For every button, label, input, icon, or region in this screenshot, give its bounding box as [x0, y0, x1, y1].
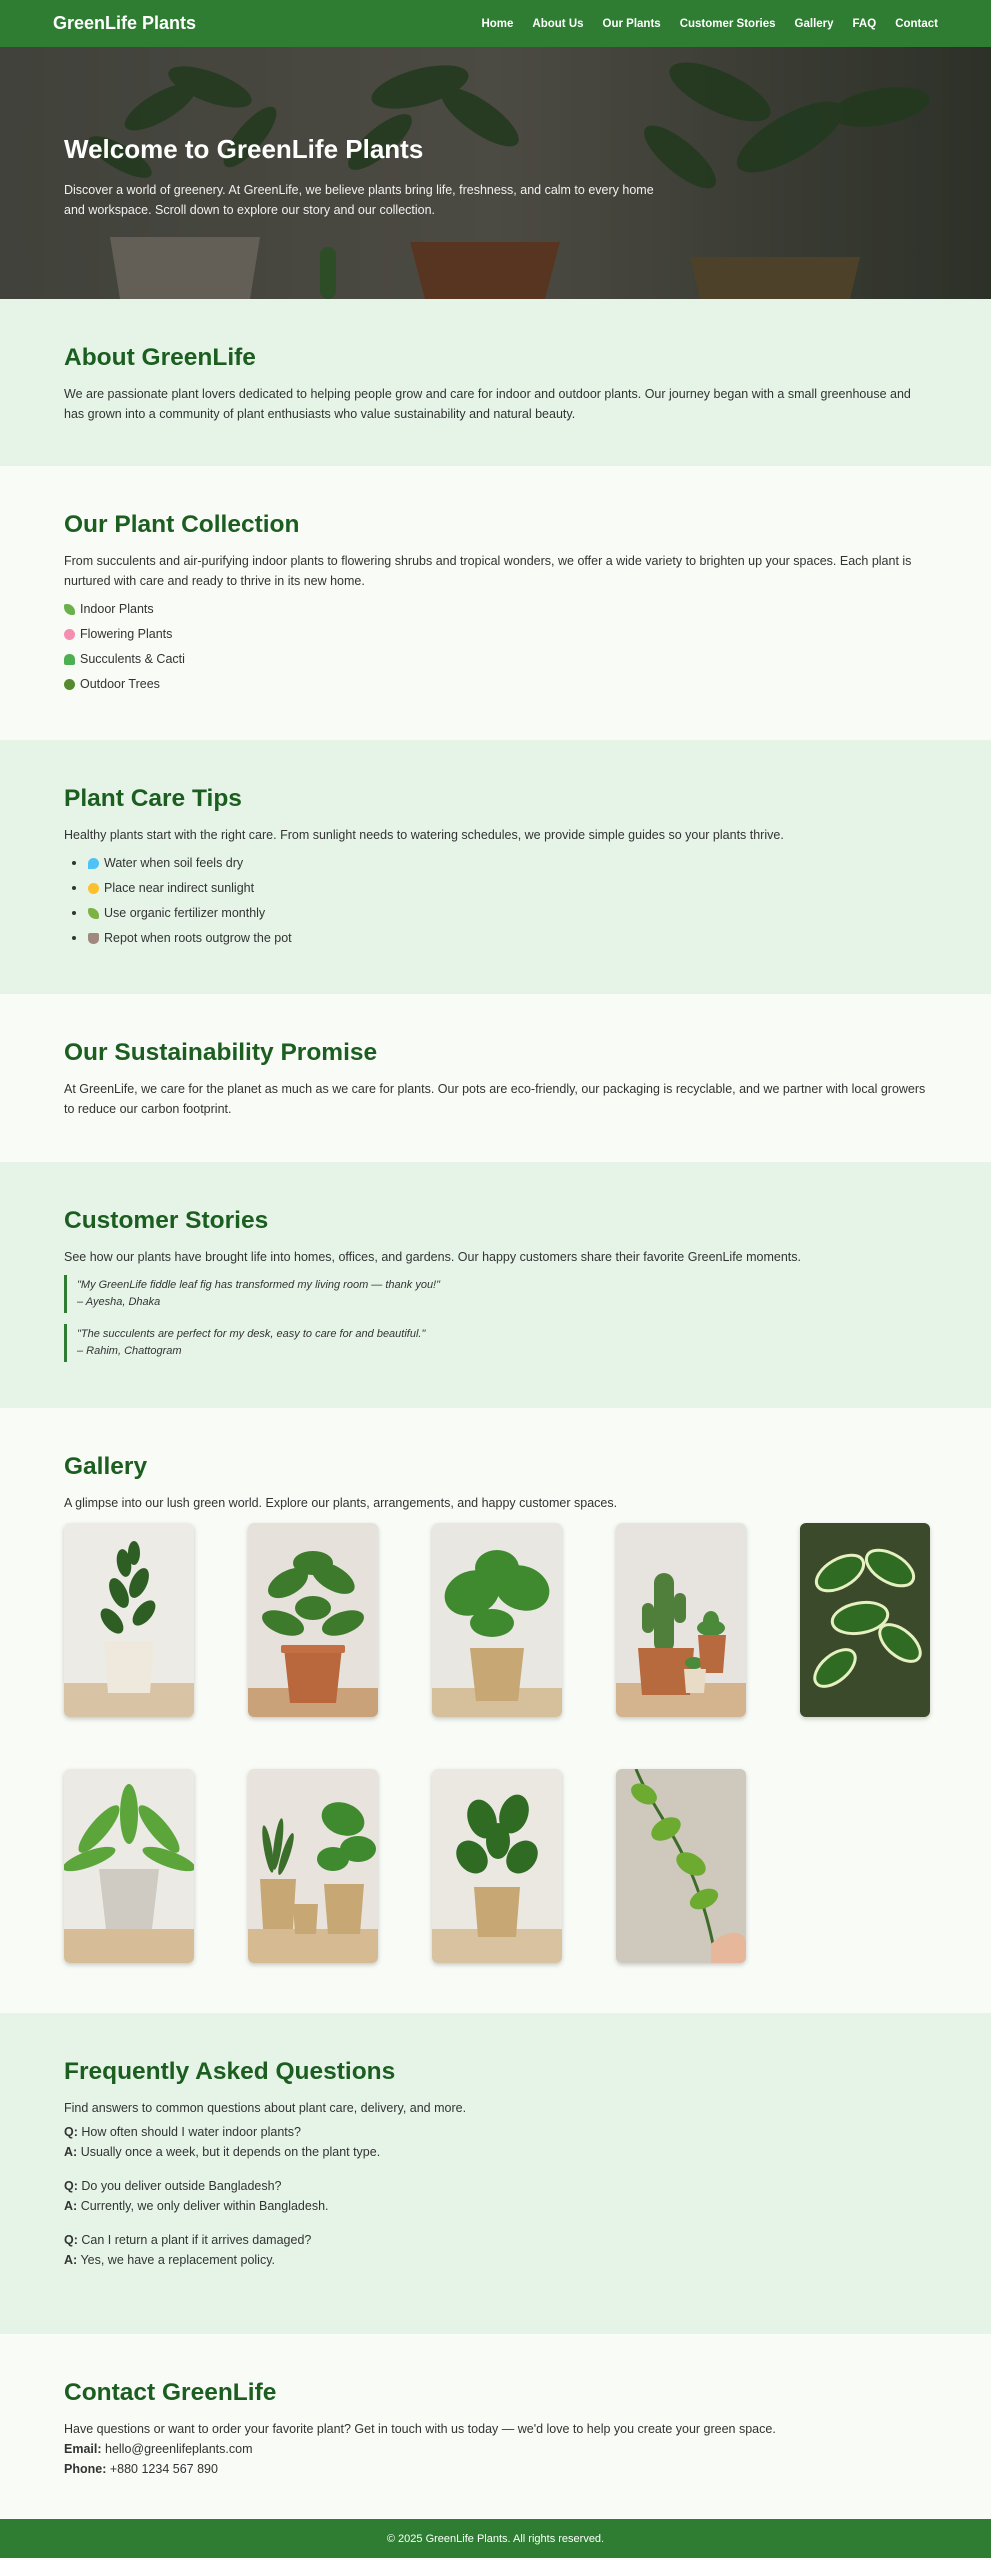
- flower-icon: [64, 629, 75, 640]
- collection-text: From succulents and air-purifying indoor plants to flowering shrubs and tropical wonders, we offer a wide variety to brighten up your spaces. Each plant is nurtured with care and ready to thrive in its new home.: [64, 554, 912, 588]
- faq-text: Find answers to common questions about plant care, delivery, and more.: [64, 2101, 467, 2115]
- list-item: Indoor Plants: [64, 602, 927, 616]
- nav-link-faq[interactable]: FAQ: [852, 17, 877, 30]
- brand-logo[interactable]: GreenLife Plants: [53, 13, 197, 33]
- list-item: Use organic fertilizer monthly: [88, 906, 927, 920]
- list-item: Repot when roots outgrow the pot: [88, 931, 927, 945]
- sustainability-title: Our Sustainability Promise: [64, 1039, 378, 1066]
- sun-icon: [88, 883, 99, 894]
- contact-phone-line: Phone: +880 1234 567 890: [64, 2462, 218, 2476]
- top-navbar: [0, 0, 991, 47]
- list-item: Place near indirect sunlight: [88, 881, 927, 895]
- gallery-grid: [64, 1523, 927, 1963]
- gallery-text: A glimpse into our lush green world. Explore our plants, arrangements, and happy customer spaces.: [64, 1496, 618, 1510]
- about-title: About GreenLife: [64, 344, 256, 371]
- hero-title: Welcome to GreenLife Plants: [64, 134, 424, 164]
- contact-phone[interactable]: +880 1234 567 890: [109, 2462, 218, 2476]
- collection-list: [64, 602, 927, 691]
- gallery-image[interactable]: [64, 1523, 194, 1717]
- list-item: Succulents & Cacti: [64, 652, 927, 666]
- contact-email[interactable]: hello@greenlifeplants.com: [105, 2442, 253, 2456]
- care-text: Healthy plants start with the right care. From sunlight needs to watering schedules, we provide simple guides so your plants thrive.: [64, 828, 784, 842]
- faq-question: How often should I water indoor plants?: [81, 2125, 301, 2139]
- water-drop-icon: [88, 858, 99, 869]
- gallery-section: [0, 1408, 991, 2013]
- contact-email-line: Email: hello@greenlifeplants.com: [64, 2442, 253, 2456]
- gallery-image[interactable]: [616, 1769, 746, 1963]
- hero-text: Discover a world of greenery. At GreenLife, we believe plants bring life, freshness, and calm to every home and workspace. Scroll down to explore our story and our collection.: [64, 183, 654, 217]
- footer-copyright: © 2025 GreenLife Plants. All rights reserved.: [386, 2532, 605, 2545]
- footer: [0, 2519, 991, 2558]
- gallery-title: Gallery: [64, 1453, 148, 1480]
- care-section: [0, 740, 991, 994]
- contact-text: Have questions or want to order your favorite plant? Get in touch with us today — we'd love to help you create your green space.: [64, 2422, 776, 2436]
- tree-icon: [64, 679, 75, 690]
- gallery-image[interactable]: [248, 1769, 378, 1963]
- faq-section: [0, 2013, 991, 2334]
- about-section: [0, 299, 991, 466]
- faq-title: Frequently Asked Questions: [64, 2058, 396, 2085]
- gallery-image[interactable]: [432, 1769, 562, 1963]
- list-item: Outdoor Trees: [64, 677, 927, 691]
- faq-item: Q: How often should I water indoor plants? A: Usually once a week, but it depends on the plant type.: [64, 2125, 381, 2159]
- sustainability-section: [0, 994, 991, 1162]
- testimonial: "My GreenLife fiddle leaf fig has transformed my living room — thank you!" – Ayesha, Dhaka: [64, 1275, 927, 1313]
- list-item: Flowering Plants: [64, 627, 927, 641]
- nav-link-about[interactable]: About Us: [532, 17, 584, 30]
- faq-answer: Usually once a week, but it depends on the plant type.: [80, 2145, 381, 2159]
- faq-item: Q: Do you deliver outside Bangladesh? A: Currently, we only deliver within Bangladesh.: [64, 2179, 329, 2213]
- faq-answer: Currently, we only deliver within Bangladesh.: [80, 2199, 329, 2213]
- leaf-icon: [64, 604, 75, 615]
- stories-title: Customer Stories: [64, 1207, 269, 1234]
- faq-answer: Yes, we have a replacement policy.: [80, 2253, 276, 2267]
- stories-section: [0, 1162, 991, 1408]
- nav-link-plants[interactable]: Our Plants: [602, 17, 661, 30]
- nav-links: [462, 18, 938, 30]
- contact-section: [0, 2334, 991, 2519]
- gallery-image[interactable]: [64, 1769, 194, 1963]
- gallery-image[interactable]: [248, 1523, 378, 1717]
- contact-title: Contact GreenLife: [64, 2379, 277, 2406]
- seedling-icon: [88, 908, 99, 919]
- faq-question: Do you deliver outside Bangladesh?: [81, 2179, 282, 2193]
- collection-title: Our Plant Collection: [64, 511, 300, 538]
- nav-link-stories[interactable]: Customer Stories: [679, 17, 776, 30]
- faq-item: Q: Can I return a plant if it arrives damaged? A: Yes, we have a replacement policy.: [64, 2233, 312, 2267]
- hero-banner: [0, 47, 991, 299]
- collection-section: [0, 466, 991, 740]
- care-tips-list: [64, 856, 927, 945]
- nav-link-home[interactable]: Home: [481, 17, 514, 30]
- testimonial: "The succulents are perfect for my desk, easy to care for and beautiful." – Rahim, Chattogram: [64, 1324, 927, 1362]
- nav-link-contact[interactable]: Contact: [895, 17, 938, 30]
- nav-link-gallery[interactable]: Gallery: [794, 17, 834, 30]
- about-text: We are passionate plant lovers dedicated to helping people grow and care for indoor and outdoor plants. Our journey began with a small greenhouse and has grown into a community of plant enthusiasts who value sustainability and natural beauty.: [64, 387, 911, 421]
- gallery-image[interactable]: [432, 1523, 562, 1717]
- sustainability-text: At GreenLife, we care for the planet as much as we care for plants. Our pots are eco-friendly, our packaging is recyclable, and we partner with local growers to reduce our carbon footprint.: [64, 1082, 926, 1116]
- gallery-image[interactable]: [800, 1523, 930, 1717]
- list-item: Water when soil feels dry: [88, 856, 927, 870]
- care-title: Plant Care Tips: [64, 785, 242, 812]
- gallery-image[interactable]: [616, 1523, 746, 1717]
- cactus-icon: [64, 654, 75, 665]
- faq-question: Can I return a plant if it arrives damaged?: [81, 2233, 312, 2247]
- stories-text: See how our plants have brought life into homes, offices, and gardens. Our happy customers share their favorite GreenLife moments.: [64, 1250, 801, 1264]
- pot-icon: [88, 933, 99, 944]
